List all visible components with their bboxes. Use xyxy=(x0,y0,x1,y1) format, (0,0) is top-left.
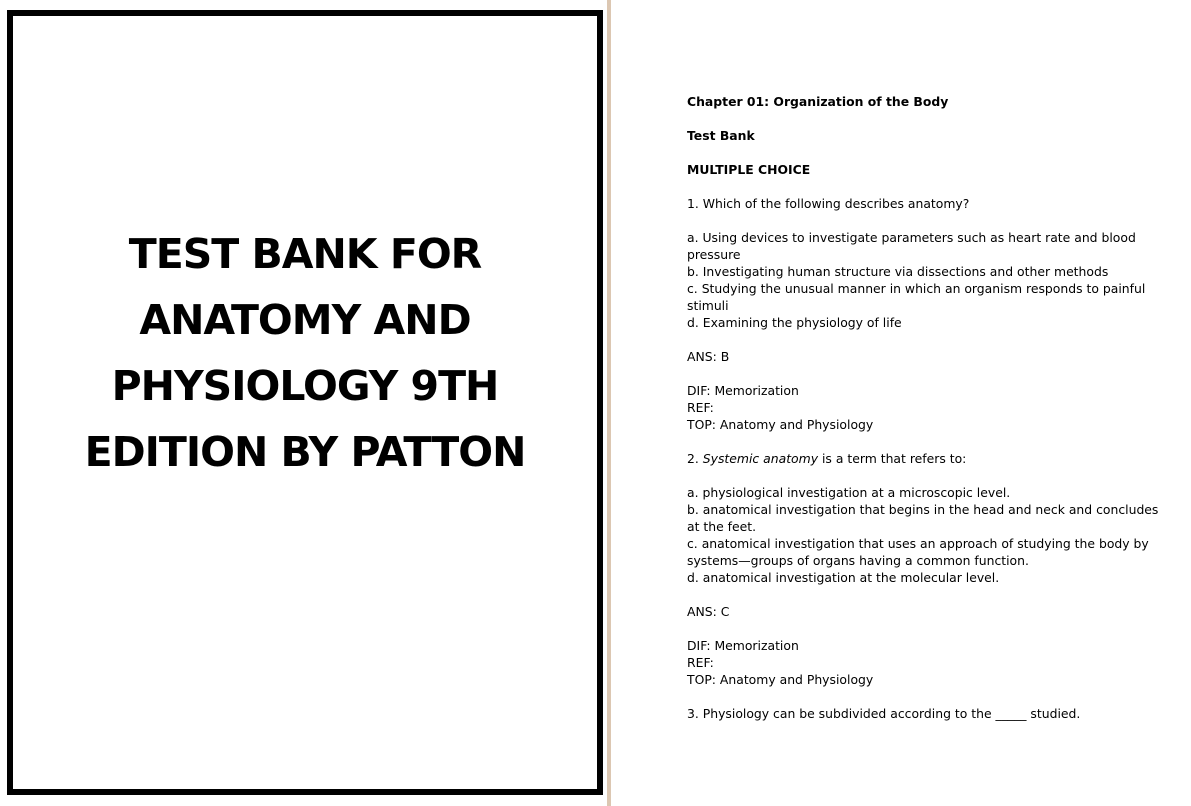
question-2 xyxy=(687,450,1171,467)
option: c. Studying the unusual manner in which an organism responds to painful stimuli xyxy=(687,281,1146,313)
cover-title-line: ANATOMY AND xyxy=(139,296,471,344)
topic: TOP: Anatomy and Physiology xyxy=(687,417,874,432)
question-2-rest: is a term that refers to: xyxy=(818,451,967,466)
cover-title-line: EDITION BY PATTON xyxy=(84,428,526,476)
cover-frame xyxy=(7,10,603,795)
cover-title-line: PHYSIOLOGY 9TH xyxy=(111,362,499,410)
option: b. Investigating human structure via dissections and other methods xyxy=(687,264,1109,279)
reference: REF: xyxy=(687,655,714,670)
question-1-meta xyxy=(687,382,1171,433)
content-page xyxy=(611,0,1191,806)
content-text xyxy=(687,93,1171,722)
option: d. Examining the physiology of life xyxy=(687,315,902,330)
question-2-options xyxy=(687,484,1171,586)
option: a. Using devices to investigate parameters such as heart rate and blood pressure xyxy=(687,230,1136,262)
question-3: 3. Physiology can be subdivided according to the _____ studied. xyxy=(687,706,1081,721)
cover-title-line: TEST BANK FOR xyxy=(128,230,482,278)
difficulty: DIF: Memorization xyxy=(687,638,799,653)
cover-title xyxy=(13,221,597,485)
chapter-heading: Chapter 01: Organization of the Body xyxy=(687,94,949,109)
question-2-number: 2. xyxy=(687,451,703,466)
answer-1: ANS: B xyxy=(687,349,730,364)
option: d. anatomical investigation at the molecular level. xyxy=(687,570,1000,585)
difficulty: DIF: Memorization xyxy=(687,383,799,398)
section-heading: MULTIPLE CHOICE xyxy=(687,162,811,177)
answer-2: ANS: C xyxy=(687,604,730,619)
option: a. physiological investigation at a microscopic level. xyxy=(687,485,1011,500)
question-2-meta xyxy=(687,637,1171,688)
topic: TOP: Anatomy and Physiology xyxy=(687,672,874,687)
option: b. anatomical investigation that begins in the head and neck and concludes at the feet. xyxy=(687,502,1159,534)
option: c. anatomical investigation that uses an approach of studying the body by systems—groups of organs having a common function. xyxy=(687,536,1149,568)
reference: REF: xyxy=(687,400,714,415)
question-1: 1. Which of the following describes anatomy? xyxy=(687,196,970,211)
doc-subtitle: Test Bank xyxy=(687,128,755,143)
question-1-options xyxy=(687,229,1171,331)
question-2-term: Systemic anatomy xyxy=(702,451,819,466)
